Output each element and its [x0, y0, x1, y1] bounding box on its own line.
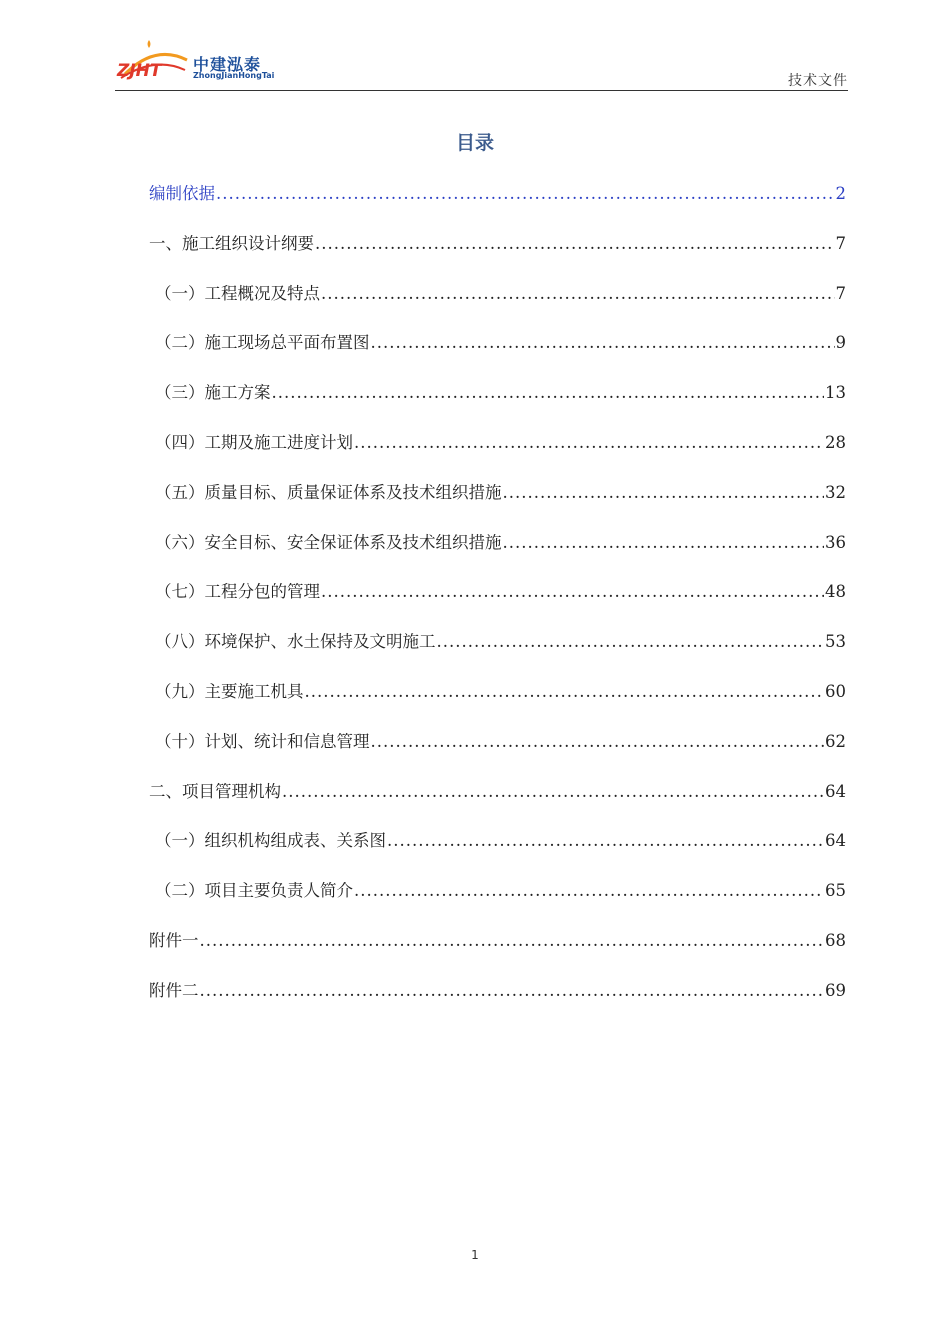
toc-entry-page: 65 — [825, 881, 846, 901]
toc-leader-dots — [321, 284, 835, 303]
toc-leader-dots — [216, 184, 835, 203]
toc-entry[interactable] — [149, 479, 846, 529]
toc-entry-page: 48 — [825, 582, 846, 602]
toc-entry-page: 53 — [825, 632, 846, 652]
toc-entry-label: （二）项目主要负责人简介 — [155, 881, 353, 901]
toc-leader-dots — [272, 383, 825, 402]
logo-company-name-en: ZhongJianHongTai — [193, 71, 275, 80]
toc-entry[interactable] — [149, 827, 846, 877]
logo-abbr: ZJHT — [117, 61, 162, 81]
toc-entry[interactable] — [149, 529, 846, 579]
toc-entry-label: （七）工程分包的管理 — [155, 582, 320, 602]
toc-leader-dots — [354, 433, 824, 452]
toc-entry-label: 编制依据 — [149, 184, 215, 203]
toc-entry[interactable] — [149, 280, 846, 330]
toc-entry-page: 28 — [825, 432, 846, 452]
toc-entry-page: 13 — [825, 383, 846, 403]
toc-entry-label: （九）主要施工机具 — [155, 681, 304, 701]
toc-entry-label: （十）计划、统计和信息管理 — [155, 731, 370, 751]
toc-entry[interactable] — [149, 877, 846, 927]
toc-leader-dots — [200, 931, 825, 950]
toc-leader-dots — [305, 682, 825, 701]
toc-entry-page: 62 — [825, 731, 846, 751]
toc-leader-dots — [371, 732, 825, 751]
toc-entry-label: 一、施工组织设计纲要 — [149, 233, 314, 253]
toc-entry-label: 二、项目管理机构 — [149, 781, 281, 801]
toc-entry-page: 68 — [825, 930, 846, 950]
toc-leader-dots — [387, 831, 824, 850]
toc-entry[interactable] — [149, 678, 846, 728]
toc-leader-dots — [200, 981, 825, 1000]
toc-entry-label: （六）安全目标、安全保证体系及技术组织措施 — [155, 532, 502, 552]
toc-entry[interactable] — [149, 728, 846, 778]
toc-entry-label: 附件一 — [149, 930, 199, 950]
toc-entry[interactable] — [149, 578, 846, 628]
toc-entry[interactable] — [149, 628, 846, 678]
logo-company-name-cn: 中建泓泰 — [193, 55, 262, 74]
toc-entry[interactable] — [149, 379, 846, 429]
document-type-label: 技术文件 — [788, 73, 848, 89]
toc-leader-dots — [315, 234, 835, 253]
toc-leader-dots — [503, 533, 825, 552]
toc-entry-page: 64 — [825, 781, 846, 801]
toc-entry[interactable] — [149, 778, 846, 828]
toc-entry-label: （三）施工方案 — [155, 383, 271, 403]
toc-entry-label: 附件二 — [149, 980, 199, 1000]
toc-entry[interactable] — [149, 927, 846, 977]
toc-entry-page: 7 — [835, 283, 846, 303]
toc-entry-page: 9 — [835, 333, 846, 353]
toc-leader-dots — [282, 782, 824, 801]
page-number: 1 — [471, 1248, 479, 1262]
company-logo — [115, 34, 315, 86]
toc-entry[interactable] — [149, 329, 846, 379]
toc-entry-page: 7 — [835, 233, 846, 253]
toc-entry[interactable] — [149, 230, 846, 280]
toc-entry-label: （五）质量目标、质量保证体系及技术组织措施 — [155, 482, 502, 502]
toc-entry[interactable] — [149, 429, 846, 479]
toc-entry-page: 36 — [825, 532, 846, 552]
toc-entry-label: （一）工程概况及特点 — [155, 283, 320, 303]
toc-leader-dots — [321, 582, 824, 601]
toc-entry-page: 64 — [825, 831, 846, 851]
toc-entry-page: 69 — [825, 980, 846, 1000]
toc-entry-page: 2 — [835, 184, 846, 203]
toc-leader-dots — [437, 632, 825, 651]
page-header — [115, 30, 848, 91]
toc-entry-label: （八）环境保护、水土保持及文明施工 — [155, 632, 436, 652]
logo-emblem-icon — [115, 34, 195, 86]
toc-entry[interactable] — [149, 180, 846, 230]
toc-leader-dots — [354, 881, 824, 900]
toc-leader-dots — [371, 333, 835, 352]
toc-entry-label: （二）施工现场总平面布置图 — [155, 333, 370, 353]
toc-leader-dots — [503, 483, 825, 502]
toc-entry[interactable] — [149, 977, 846, 1027]
toc-title: 目录 — [455, 132, 494, 154]
toc-entry-page: 32 — [825, 482, 846, 502]
table-of-contents — [149, 180, 846, 1027]
toc-entry-label: （一）组织机构组成表、关系图 — [155, 831, 386, 851]
toc-entry-label: （四）工期及施工进度计划 — [155, 432, 353, 452]
toc-entry-page: 60 — [825, 681, 846, 701]
